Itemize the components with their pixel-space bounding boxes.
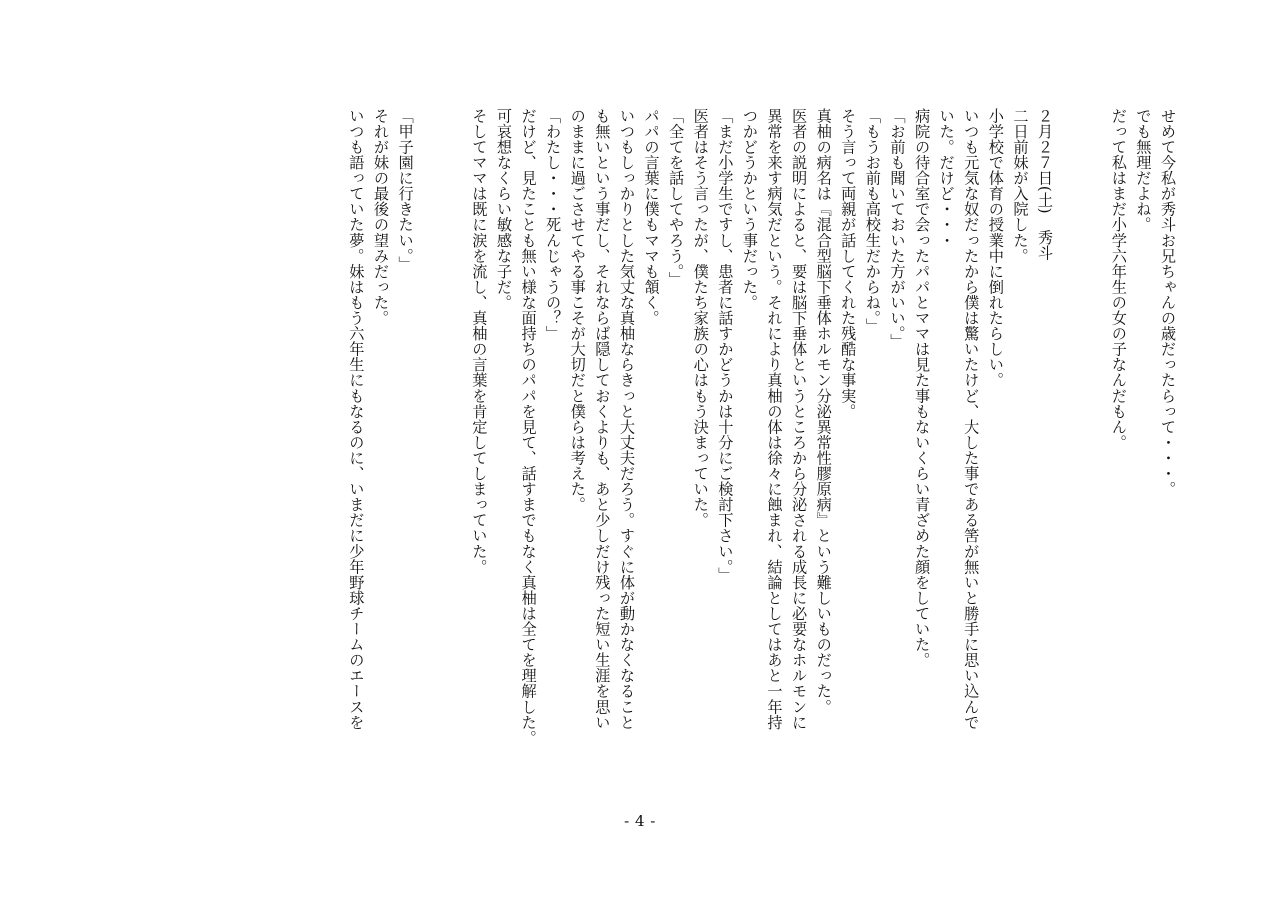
text-line: せめて今私が秀斗お兄ちゃんの歳だったらって・・・。 [1159, 108, 1177, 497]
text-line: いつもしっかりとした気丈な真柚ならきっと大丈夫だろう。すぐに体が動かなくなること [617, 108, 636, 730]
text-line: だって私はまだ小学六年生の女の子なんだもん。 [1109, 108, 1128, 451]
text-line: 「甲子園に行きたい。」 [396, 108, 415, 272]
text-line: 「まだ小学生ですし、患者に話すかどうかは十分にご検討下さい。」 [716, 108, 735, 583]
text-line: 「もうお前も高校生だからね。」 [863, 108, 882, 334]
text-line: 小学校で体育の授業中に倒れたらしい。 [986, 108, 1005, 388]
text-line: のままに過ごさせてやる事こそが大切だと僕らは考えた。 [568, 108, 587, 513]
page-number: - 4 - [624, 812, 656, 830]
text-line: 「わたし・・・死んじゃうの？」 [544, 108, 563, 342]
blank-line [1057, 108, 1082, 808]
blank-line [1082, 108, 1107, 808]
text-line: 「全てを話してやろう。」 [667, 108, 686, 287]
text-line: つかどうかという事だった。 [740, 108, 759, 311]
text-line: ２月２７日(土) 秀斗 [1036, 108, 1055, 261]
text-line: 真柚の病名は『混合型脳下垂体ホルモン分泌異常性膠原病』という難しいものだった。 [814, 108, 833, 715]
text-line: 病院の待合室で会ったパパとママは見た事もないくらい青ざめた顔をしていた。 [913, 108, 932, 668]
text-line: それが妹の最後の望みだった。 [372, 108, 390, 326]
text-line: いつも語っていた夢。妹はもう六年生にもなるのに、いまだに少年野球チームのエースを [347, 108, 366, 730]
vertical-body-text [118, 108, 1180, 808]
text-line: パパの言葉に僕もママも頷く。 [642, 108, 661, 326]
text-line: でも無理だよね。 [1134, 108, 1153, 233]
text-line: いた。だけど・・・ [937, 108, 956, 248]
text-line: そう言って両親が話してくれた残酷な事実。 [839, 108, 858, 419]
text-line: 異常を来す病気だという。それにより真柚の体は徐々に蝕まれ、結論としてはあと一年持 [765, 108, 784, 730]
text-line: だけど、見たことも無い様な面持ちのパパを見て、話すまでもなく真柚は全てを理解した。 [519, 108, 538, 746]
text-line: 医者の説明によると、要は脳下垂体というところから分泌される成長に必要なホルモンに [790, 108, 809, 730]
text-line: 医者はそう言ったが、僕たち家族の心はもう決まっていた。 [691, 108, 710, 528]
blank-line [442, 108, 467, 808]
blank-line [418, 108, 443, 808]
text-line: いつも元気な奴だったから僕は驚いたけど、大した事である筈が無いと勝手に思い込んで [962, 108, 981, 730]
text-line: 「お前も聞いておいた方がいい。」 [888, 108, 907, 350]
text-line: 可哀想なくらい敏感な子だ。 [494, 108, 513, 311]
text-line: も無いという事だし、それならば隠しておくよりも、あと少しだけ残った短い生涯を思い [593, 108, 612, 730]
text-line: そしてママは既に涙を流し、真柚の言葉を肯定してしまっていた。 [470, 108, 489, 575]
text-line: 二日前妹が入院した。 [1011, 108, 1030, 264]
